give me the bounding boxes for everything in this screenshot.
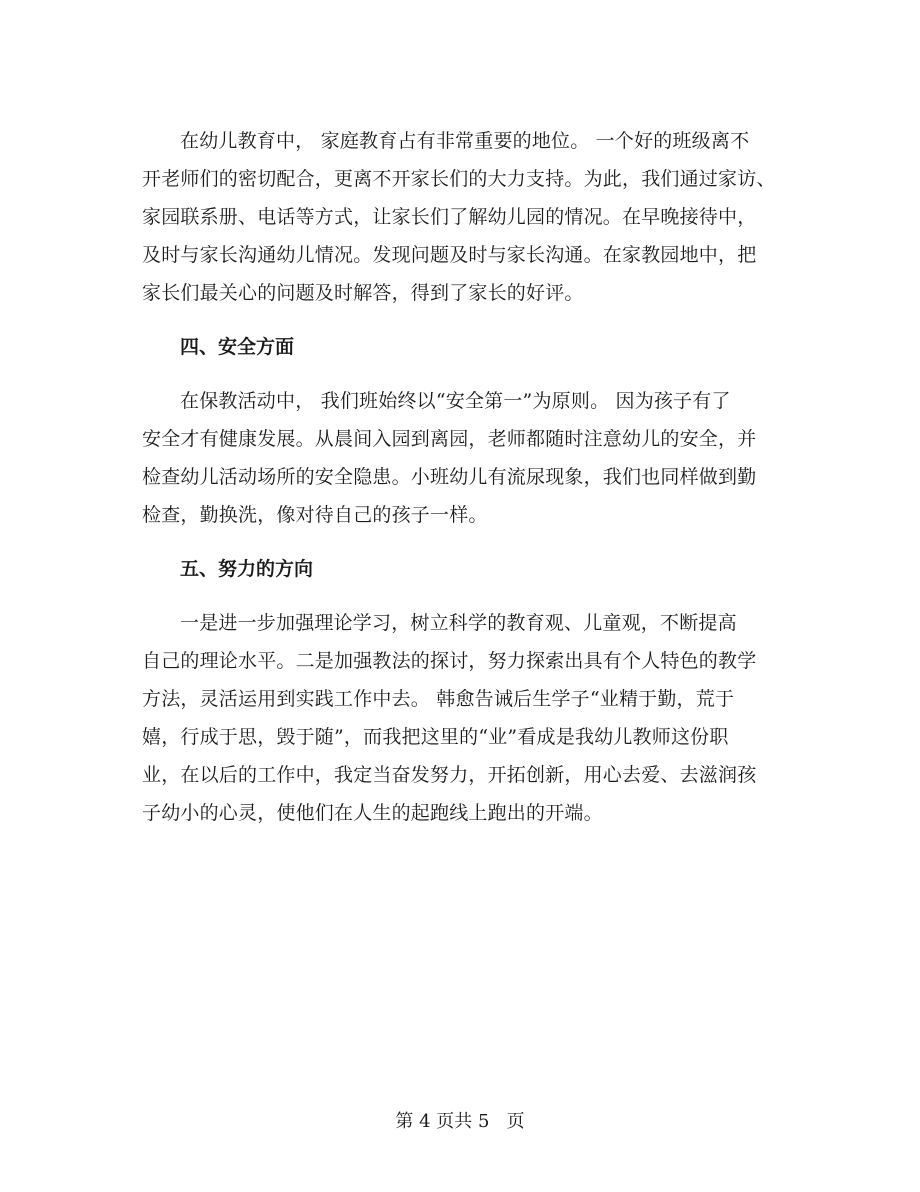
page-number-footer: 第 4 页共 5 页 — [395, 1111, 525, 1132]
section-heading-safety: 四、安全方面 — [180, 336, 295, 358]
text-line: 自己的理论水平。二是加强教法的探讨，努力探索出具有个人特色的教学 — [142, 650, 757, 672]
text-line: 家园联系册、电话等方式，让家长们了解幼儿园的情况。在早晚接待中， — [142, 206, 757, 228]
text-line: 及时与家长沟通幼儿情况。发现问题及时与家长沟通。在家教园地中，把 — [142, 244, 757, 266]
text-line: 安全才有健康发展。从晨间入园到离园，老师都随时注意幼儿的安全，并 — [142, 428, 757, 450]
text-line: 子幼小的心灵，使他们在人生的起跑线上跑出的开端。 — [142, 802, 603, 824]
paragraph-direction — [142, 604, 776, 832]
text-line: 业，在以后的工作中，我定当奋发努力，开拓创新，用心去爱、去滋润孩 — [142, 764, 757, 786]
text-line: 检查，勤换洗，像对待自己的孩子一样。 — [142, 504, 488, 526]
text-line: 家长们最关心的问题及时解答，得到了家长的好评。 — [142, 282, 584, 304]
text-line: 方法，灵活运用到实践工作中去。 韩愈告诫后生学子“业精于勤，荒于 — [142, 688, 735, 710]
document-body — [142, 122, 776, 832]
text-line: 检查幼儿活动场所的安全隐患。小班幼儿有流尿现象，我们也同样做到勤 — [142, 466, 757, 488]
paragraph-safety — [142, 382, 776, 534]
text-line: 开老师们的密切配合，更离不开家长们的大力支持。为此，我们通过家访、 — [142, 168, 776, 190]
text-line: 一是进一步加强理论学习，树立科学的教育观、儿童观，不断提高 — [180, 612, 737, 634]
text-line: 嬉，行成于思，毁于随”，而我把这里的“业”看成是我幼儿教师这份职 — [142, 726, 729, 748]
text-line: 在保教活动中， 我们班始终以“安全第一”为原则。 因为孩子有了 — [180, 390, 731, 412]
text-line: 在幼儿教育中， 家庭教育占有非常重要的地位。 一个好的班级离不 — [180, 130, 750, 152]
paragraph-family-education — [142, 122, 776, 312]
section-heading-direction: 五、努力的方向 — [180, 558, 314, 580]
